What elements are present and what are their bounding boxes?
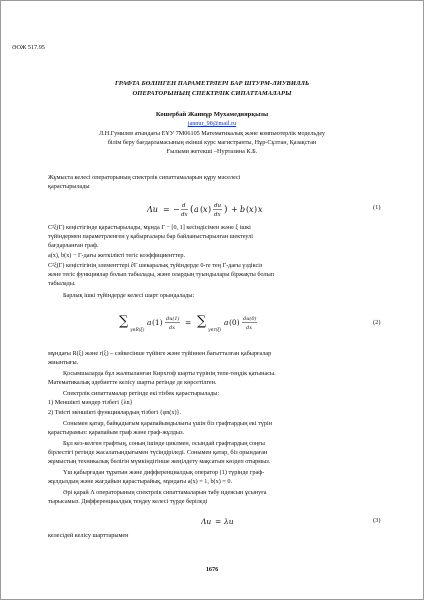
para4-line3: табылады. [48,280,76,287]
svg-text:x: x [249,205,254,214]
svg-text:dx: dx [214,212,221,218]
equation-3-number: (3) [373,517,381,524]
svg-text:(0): (0) [229,318,240,327]
para7-line1: Қосымшаларда бұл жалпыланған Кирхгоф шарты түрінің тепе-теңдік қатынасы. [63,370,276,377]
svg-text:a: a [194,205,199,214]
para8-line1: Спектрлік сипаттамалар ретінде екі тізбек қарастырылады: [63,390,220,397]
svg-text:(: ( [200,205,204,214]
equation-1-number: (1) [373,204,381,211]
svg-text:a: a [147,318,152,327]
para5: Барлық ішкі түйіндерде келесі шарт орындалады: [63,292,195,299]
para2-line3: бағдарланған граф. [48,242,99,249]
equation-2-number: (2) [373,319,381,326]
svg-text:λu: λu [224,517,234,526]
para8-item1: 1) Меншікті мәндер тізбегі {λn} [48,399,133,406]
para7-line2: Математикалық әдебиетте келісу шарты ретінде де көрсетілген. [48,379,217,386]
svg-text:(: ( [190,205,194,215]
svg-text:+: + [231,205,238,214]
svg-text:dx: dx [181,212,188,218]
para1-line2: қарастырылады [48,183,90,190]
svg-text:(1): (1) [152,318,163,327]
svg-text:): ) [208,205,212,214]
svg-text:−: − [173,205,180,214]
para13: келесідей келісу шарттарымен [48,532,129,539]
para1-line1: Жұмыста келесі операторының спектрлік сипаттамаларын құру мәселесі [48,174,241,181]
svg-text:dx: dx [246,325,253,331]
svg-text:): ) [224,205,228,215]
svg-text:): ) [254,205,258,214]
para12-line2: тырысамыз. Дифференциалдық теңдеу келесі түрде беріледі [48,498,208,505]
equation-3-graphic [201,514,241,528]
svg-text:du: du [214,203,222,209]
udc-code: ӘОЖ 517.95 [12,44,45,51]
svg-text:=: = [185,318,192,327]
svg-text:b: b [240,205,246,214]
para12-line1: Әрі қарай Λ операторының спектрлік сипаттамаларын табу идеясын ұсынуға [63,489,267,496]
svg-text:du(1): du(1) [166,316,180,322]
page-number: 1676 [205,566,219,573]
svg-text:γ∈r(ξ): γ∈r(ξ) [208,327,222,332]
para9-line1: Сонымен қатар, байқадығым қарапайымдылығы үшін біз графтардың екі түрін [63,420,273,427]
para6-line1: мұндағы R(ξ) және r(ξ) – сәйкесінше түйінге және түйіннен бағытталған қабырғалар [48,350,272,357]
affiliation-line-2: білім беру бағдарламасының екінші курс магистранты, Нұр-Сұлтан, Қазақстан [107,139,317,146]
para2-line2: түйіндермен параметрленген γ қабырғалары бар байланыстырылған шектеулі [48,233,254,240]
equation-2 [119,309,319,342]
para11-line2: жұлдыздың және жағдайын қарастырайық, мұндағы a(x) = 1, b(x) = 0. [48,478,232,485]
affiliation-line-1: Л.Н.Гумилев атындағы ЕҰУ 7М06105 Математикалық және компьютерлік модельдеу [98,130,326,137]
email-link[interactable]: jannur_98@mail.ru [187,120,237,127]
svg-text:Λu: Λu [201,517,212,526]
para4-line2: және тегіс функциялар болып табылады, және олардың туындылары біржақты болып [48,271,275,278]
svg-text:a: a [224,318,229,327]
para10-line1: Бұл кез-келген графтың, соның ішінде циклмен, осындай графтардың соңғы [63,440,265,447]
title-line-1: ГРАФТА БӨЛІНГЕН ПАРАМЕТРЛЕРІ БАР ШТУРМ-ЛИУВИЛЛЬ [114,80,310,87]
svg-text:(: ( [246,205,250,214]
supervisor-line: Ғылыми жетекші –Нуртазина К.Б. [166,148,258,155]
equation-2-graphic [119,309,319,339]
equation-1-graphic [147,197,287,223]
svg-text:∑: ∑ [197,314,207,329]
svg-text:du(0): du(0) [243,316,257,322]
para10-line2: бірлестігі ретінде жасалатындығымен түсіндіріледі. Сонымен қатар, біз орындаған [48,449,268,456]
svg-text:x: x [203,205,208,214]
para6-line2: жиынтығы. [48,359,79,366]
author-name: Кошербай Жаннұр Мухамедиярқызы [155,111,269,118]
para4-line1: C²ξ(Γ) кеңістігінің элементтері ∂Γ шекаралық түйіндерде 0-ге тең Γ-дағы үздіксіз [48,262,263,269]
author-email[interactable] [1,121,423,127]
svg-text:x: x [258,205,263,214]
svg-text:Λu: Λu [147,205,158,214]
svg-text:∑: ∑ [119,314,129,329]
para10-line3: жұмыстың техникалық бөлігін мүмкіндігінше жеңілдету мақсатын көздеп отырмыз. [48,458,271,465]
title-line-2: ОПЕРАТОРЫНЫҢ СПЕКТРЛІК СИПАТТАМАЛАРЫ [132,90,292,97]
equation-3 [201,514,241,531]
para11-line1: Үш қабырғадан тұратын және дифференциалдық оператор (1) түрінде граф- [63,469,265,476]
svg-text:dx: dx [169,325,176,331]
para2-line1: C²ξ(Γ) кеңістігінде қарастырылады, мұнда Γ − [0, 1] кесіндісімен және ξ ішкі [48,224,251,231]
svg-text:γ∈R(ξ): γ∈R(ξ) [130,327,145,332]
equation-1 [147,197,287,225]
svg-text:=: = [215,517,222,526]
svg-text:d: d [182,203,186,209]
para8-item2: 2) Тиісті меншікті функциялардың тізбегі {φn(x)}. [48,409,182,416]
svg-text:=: = [163,205,170,214]
para3: a(x), b(x) − Γ-дағы жеткілікті тегіс коэффициенттер. [48,252,186,259]
para9-line2: қарастырамыз: қарапайым граф және граф-жұлдыз. [48,429,185,436]
